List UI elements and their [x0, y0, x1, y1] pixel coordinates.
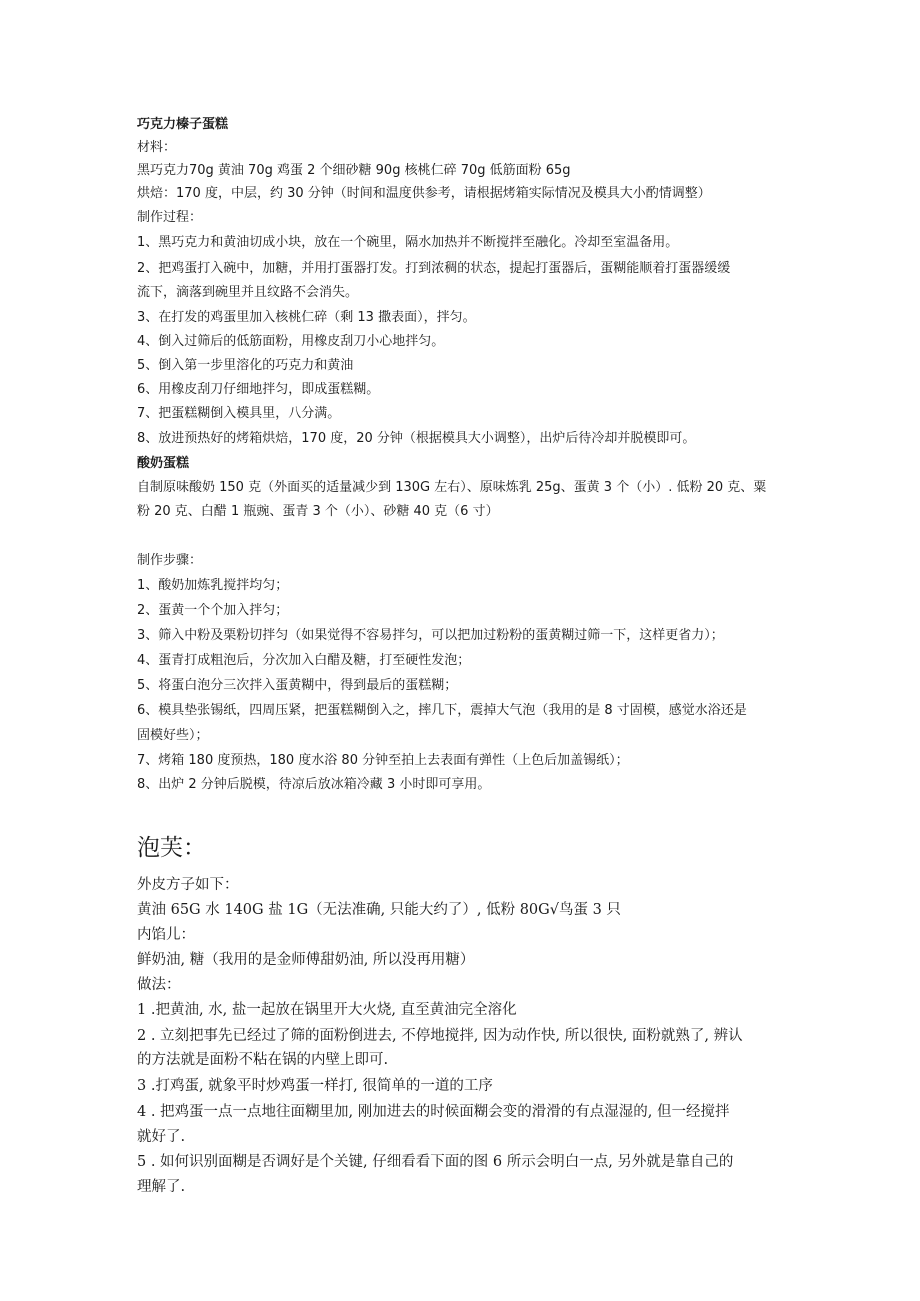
step-line: 1、酸奶加炼乳搅拌均匀；	[137, 578, 289, 593]
step-line: 1 .把黄油, 水, 盐一起放在锅里开大火烧, 直至黄油完全溶化	[137, 1002, 517, 1018]
step-line: 2、蛋黄一个个加入拌匀；	[137, 603, 289, 618]
section-title-yogurt-cake: 酸奶蛋糕	[137, 456, 190, 471]
process-label: 制作过程：	[137, 210, 203, 225]
step-line: 4 . 把鸡蛋一点一点地往面糊里加, 刚加进去的时候面糊会变的滑滑的有点湿湿的, 但一经搅拌	[137, 1104, 730, 1120]
step-line: 2、把鸡蛋打入碗中，加糖，并用打蛋器打发。打到浓稠的状态，提起打蛋器后，蛋糊能顺着打蛋器缓缓	[137, 261, 731, 276]
step-line: 就好了.	[137, 1129, 186, 1145]
filling-label: 内馅儿：	[137, 927, 195, 943]
step-line: 5 . 如何识别面糊是否调好是个关键, 仔细看看下面的图 6 所示会明白一点, 另外就是靠自己的	[137, 1154, 734, 1170]
step-line: 6、模具垫张锡纸，四周压紧，把蛋糕糊倒入之，摔几下，震掉大气泡（我用的是 8 寸固模，感觉水浴还是	[137, 703, 747, 718]
step-line: 1、黑巧克力和黄油切成小块，放在一个碗里，隔水加热并不断搅拌至融化。冷却至室温备用。	[137, 235, 679, 250]
steps-label: 制作步骤：	[137, 553, 203, 568]
step-line: 4、蛋青打成粗泡后，分次加入白醋及糖，打至硬性发泡；	[137, 653, 471, 668]
crust-label: 外皮方子如下：	[137, 877, 239, 893]
step-line: 3、筛入中粉及栗粉切拌匀（如果觉得不容易拌匀，可以把加过粉粉的蛋黄糊过筛一下，这样更省力）；	[137, 628, 724, 643]
step-line: 5、将蛋白泡分三次拌入蛋黄糊中，得到最后的蛋糕糊；	[137, 678, 458, 693]
step-line: 2 . 立刻把事先已经过了筛的面粉倒进去, 不停地搅拌, 因为动作快, 所以很快, 面粉就熟了, 辨认	[137, 1028, 743, 1044]
step-line: 3 .打鸡蛋, 就象平时炒鸡蛋一样打, 很简单的一道的工序	[137, 1078, 493, 1094]
filling-text: 鲜奶油, 糖（我用的是金师傅甜奶油, 所以没再用糖）	[137, 952, 475, 968]
ingredients-line: 粉 20 克、白醋 1 瓶豌、蛋青 3 个（小）、砂糖 40 克（6 寸）	[137, 504, 499, 519]
section-title-chocolate-cake: 巧克力榛子蛋糕	[137, 117, 229, 132]
step-line: 7、把蛋糕糊倒入模具里，八分满。	[137, 406, 341, 421]
section-title-puff: 泡芙：	[137, 835, 206, 861]
bake-text: 烘焙：170 度，中层，约 30 分钟（时间和温度供参考，请根据烤箱实际情况及模具大小酌情调整）	[137, 186, 711, 201]
method-label: 做法：	[137, 977, 181, 993]
step-line: 流下，滴落到碗里并且纹路不会消失。	[137, 285, 359, 300]
step-line: 5、倒入第一步里溶化的巧克力和黄油	[137, 358, 354, 373]
step-line: 8、放进预热好的烤箱烘焙，170 度，20 分钟（根据模具大小调整），出炉后待冷却并脱模即可。	[137, 431, 696, 446]
step-line: 6、用橡皮刮刀仔细地拌匀，即成蛋糕糊。	[137, 382, 380, 397]
step-line: 7、烤箱 180 度预热，180 度水浴 80 分钟至拍上去表面有弹性（上色后加盖锡纸）；	[137, 753, 629, 768]
step-line: 3、在打发的鸡蛋里加入核桃仁碎（剩 13 撒表面），拌匀。	[137, 310, 476, 325]
materials-label: 材料：	[137, 140, 177, 155]
step-line: 8、出炉 2 分钟后脱模，待凉后放冰箱冷藏 3 小时即可享用。	[137, 777, 491, 792]
step-line: 的方法就是面粉不粘在锅的内壁上即可.	[137, 1052, 389, 1068]
crust-text: 黄油 65G 水 140G 盐 1G（无法准确, 只能大约了）, 低粉 80G√鸟蛋 3 只	[137, 902, 621, 918]
step-line: 理解了.	[137, 1179, 186, 1195]
materials-text: 黑巧克力70g 黄油 70g 鸡蛋 2 个细砂糖 90g 核桃仁碎 70g 低筋面粉 65g	[137, 163, 571, 178]
step-line: 4、倒入过筛后的低筋面粉，用橡皮刮刀小心地拌匀。	[137, 334, 445, 349]
ingredients-line: 自制原味酸奶 150 克（外面买的适量减少到 130G 左右）、原味炼乳 25g、蛋黄 3 个（小）. 低粉 20 克、粟	[137, 480, 767, 495]
step-line: 固模好些）；	[137, 728, 209, 743]
